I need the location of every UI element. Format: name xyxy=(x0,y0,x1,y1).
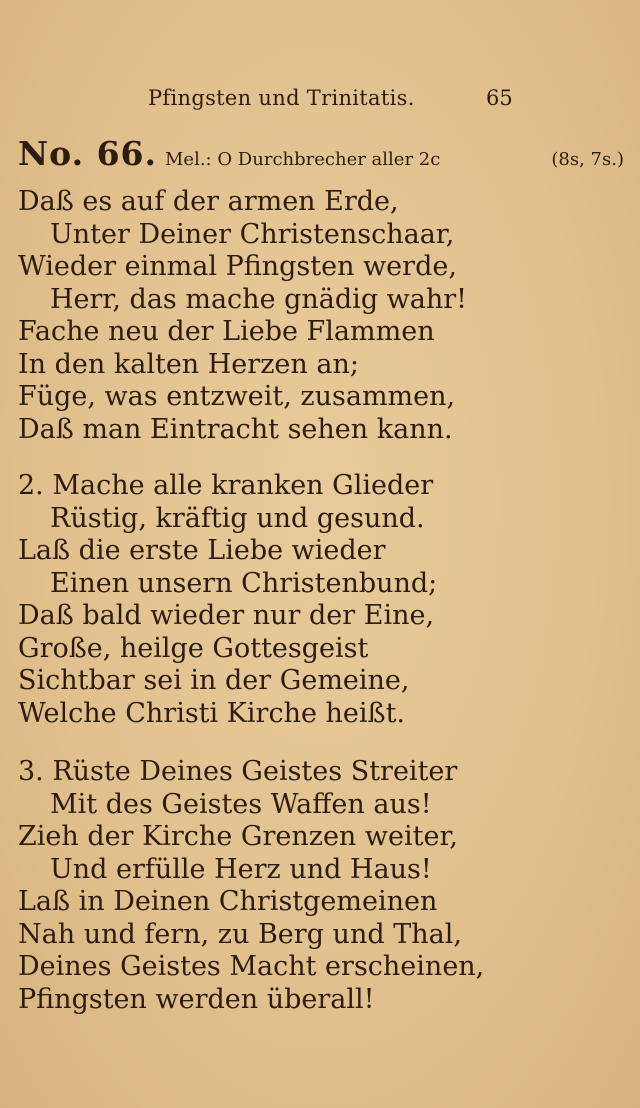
meter: (8s, 7s.) xyxy=(551,149,624,170)
page-number: 65 xyxy=(486,86,513,110)
verse-line: Nah und fern, zu Berg und Thal, xyxy=(18,918,462,950)
verse-line: 2. Mache alle kranken Glieder xyxy=(18,470,434,501)
verse-line: Unter Deiner Christenschaar, xyxy=(50,218,455,250)
verse-line: Füge, was entzweit, zusammen, xyxy=(18,381,456,412)
verse-line: Daß bald wieder nur der Eine, xyxy=(18,600,435,631)
hymn-header xyxy=(18,134,628,173)
verse-line: In den kalten Herzen an; xyxy=(18,348,359,380)
verse-line: Daß es auf der armen Erde, xyxy=(18,186,399,217)
verse-line: Zieh der Kirche Grenzen weiter, xyxy=(18,821,458,852)
verse-line: Fache neu der Liebe Flammen xyxy=(18,316,435,347)
verse-line: Wieder einmal Pfingsten werde, xyxy=(18,251,457,282)
verse-line: Mit des Geistes Waffen aus! xyxy=(50,788,432,820)
verse-line: Und erfülle Herz und Haus! xyxy=(50,853,432,885)
stanza-3 xyxy=(18,756,628,1016)
verse-line: Welche Christi Kirche heißt. xyxy=(18,697,406,729)
verse-line: Laß in Deinen Christgemeinen xyxy=(18,886,438,917)
verse-line: Rüstig, kräftig und gesund. xyxy=(50,502,425,534)
running-title: Pfingsten und Trinitatis. xyxy=(148,86,415,110)
melody-reference: Mel.: O Durchbrecher aller 2c xyxy=(164,149,441,170)
verse-line: Einen unsern Christenbund; xyxy=(50,567,438,599)
hymn-number: No. 66. xyxy=(18,134,157,173)
stanza-1 xyxy=(18,186,628,446)
verse-line: Daß man Eintracht sehen kann. xyxy=(18,413,453,445)
verse-line: Herr, das mache gnädig wahr! xyxy=(50,283,468,315)
verse-line: Pfingsten werden überall! xyxy=(18,983,375,1015)
stanza-2 xyxy=(18,470,628,730)
verse-line: Große, heilge Gottesgeist xyxy=(18,632,369,664)
verse-line: Sichtbar sei in der Gemeine, xyxy=(18,665,410,696)
verse-line: Deines Geistes Macht erscheinen, xyxy=(18,951,485,982)
verse-line: 3. Rüste Deines Geistes Streiter xyxy=(18,756,458,787)
verse-line: Laß die erste Liebe wieder xyxy=(18,535,386,566)
